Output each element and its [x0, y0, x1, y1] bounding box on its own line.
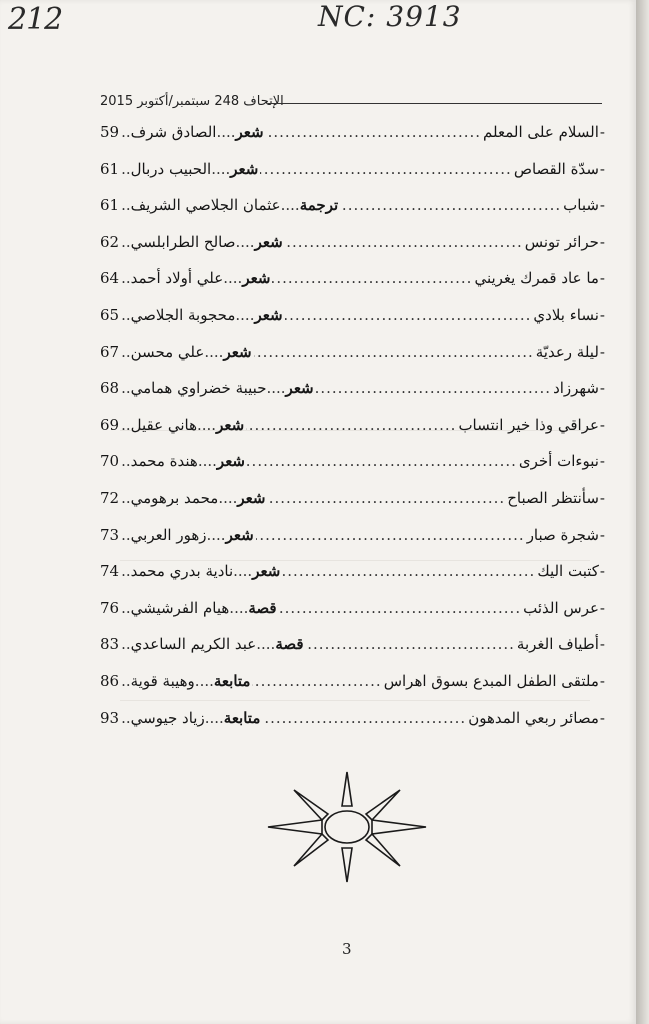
toc-entry-title: ليلة رعديّة: [535, 342, 599, 361]
toc-entry-genre: متابعة: [213, 671, 251, 690]
toc-separator-dots: ..: [121, 342, 131, 361]
toc-entry-dash: -: [599, 452, 605, 471]
toc-leader-dots: [252, 663, 381, 700]
toc-separator-dots: ..: [121, 488, 131, 507]
toc-separator-dots: ..: [121, 525, 131, 544]
toc-separator-dots: ....: [204, 708, 224, 727]
toc-entry: [100, 297, 605, 334]
toc-separator-dots: ....: [211, 159, 231, 178]
toc-entry-genre: قصة: [248, 598, 277, 617]
toc-entry-author: نادية بدري محمد: [130, 562, 234, 581]
toc-leader-dots: [246, 407, 456, 444]
toc-entry-genre: شعر: [242, 269, 271, 288]
toc-entry-title: شباب: [563, 196, 599, 215]
toc-entry: [100, 334, 605, 371]
toc-leader-dots: [268, 480, 506, 517]
toc-entry-page: 72: [100, 488, 120, 507]
toc-entry-page: 62: [100, 232, 120, 251]
toc-entry-genre: شعر: [235, 123, 264, 141]
toc-entry-author: عثمان الجلاصي الشريف: [130, 196, 281, 215]
toc-entry: [100, 370, 605, 407]
toc-leader-dots: [247, 443, 517, 480]
toc-entry-dash: -: [599, 232, 605, 251]
table-of-contents: [100, 114, 605, 736]
toc-separator-dots: ..: [121, 305, 131, 324]
toc-entry-dash: -: [599, 305, 605, 324]
toc-entry-dash: -: [599, 159, 605, 178]
toc-entry-genre: شعر: [216, 452, 246, 471]
toc-separator-dots: ....: [235, 232, 255, 251]
toc-entry-dash: -: [599, 525, 605, 544]
toc-entry-author: الحبيب دربال: [130, 159, 212, 178]
toc-entry: [100, 480, 605, 517]
toc-entry: [100, 443, 605, 480]
toc-entry: [100, 700, 605, 737]
toc-entry-genre: شعر: [237, 488, 266, 507]
toc-entry-author: محجوبة الجلاصي: [130, 305, 236, 324]
toc-entry-title: ملتقى الطفل المبدع بسوق اهراس: [383, 671, 599, 690]
toc-entry-title: سأنتظر الصباح: [507, 488, 599, 507]
toc-entry-dash: -: [599, 708, 605, 727]
toc-entry-author: هيام الفرشيشي: [130, 598, 230, 617]
toc-entry-dash: -: [599, 342, 605, 361]
toc-entry-dash: -: [599, 598, 605, 617]
toc-leader-dots: [306, 626, 515, 663]
header-text: الإتحاف 248 سبتمبر/أكتوبر 2015: [100, 94, 284, 109]
toc-entry-page: 83: [100, 635, 120, 654]
toc-entry-page: 70: [100, 452, 120, 471]
toc-entry-author: الصادق شرف: [130, 123, 217, 141]
toc-entry-title: كتبت اليك: [537, 562, 599, 581]
toc-entry-page: 73: [100, 525, 120, 544]
toc-separator-dots: ..: [121, 123, 131, 141]
toc-separator-dots: ....: [280, 196, 300, 215]
toc-entry: [100, 663, 605, 700]
toc-entry-genre: شعر: [225, 525, 254, 544]
toc-leader-dots: [262, 700, 466, 737]
toc-entry-genre: قصة: [275, 635, 304, 654]
toc-entry-dash: -: [599, 269, 605, 288]
toc-entry-author: حبيبة خضراوي همامي: [130, 379, 267, 398]
toc-entry: [100, 553, 605, 590]
toc-entry-page: 74: [100, 562, 120, 581]
toc-entry-dash: -: [599, 415, 605, 434]
toc-entry-author: علي أولاد أحمد: [130, 269, 224, 288]
toc-separator-dots: ....: [235, 305, 255, 324]
toc-separator-dots: ..: [121, 708, 131, 727]
toc-separator-dots: ....: [194, 671, 214, 690]
toc-entry-title: مصائر ربعي المدهون: [468, 708, 599, 727]
toc-entry-page: 64: [100, 269, 120, 288]
toc-entry: [100, 224, 605, 261]
toc-separator-dots: ..: [121, 671, 131, 690]
toc-entry-dash: -: [599, 488, 605, 507]
toc-entry-page: 93: [100, 708, 120, 727]
toc-entry-page: 61: [100, 159, 120, 178]
toc-entry-title: شهرزاد: [553, 379, 599, 398]
toc-entry-genre: شعر: [216, 415, 245, 434]
toc-entry-title: أطياف الغربة: [516, 635, 599, 654]
toc-entry-genre: شعر: [230, 159, 259, 178]
sun-ornament-icon: [266, 768, 428, 886]
toc-separator-dots: ..: [121, 415, 131, 434]
toc-leader-dots: [254, 334, 534, 371]
page-edge: [636, 0, 649, 1024]
toc-entry: [100, 151, 605, 188]
toc-separator-dots: ..: [121, 452, 131, 471]
toc-entry-title: ما عاد قمرك يغريني: [474, 269, 599, 288]
toc-entry-dash: -: [599, 123, 605, 141]
toc-separator-dots: ....: [206, 525, 226, 544]
toc-entry-author: هندة محمد: [130, 452, 198, 471]
toc-separator-dots: ....: [197, 415, 217, 434]
toc-entry: [100, 626, 605, 663]
handwritten-page-mark: 212: [8, 2, 63, 37]
toc-entry-author: هاني عقيل: [130, 415, 197, 434]
toc-entry-genre: شعر: [254, 232, 283, 251]
toc-separator-dots: ....: [216, 123, 236, 141]
toc-entry-title: سدّة القصاص: [513, 159, 599, 178]
toc-leader-dots: [316, 370, 551, 407]
toc-entry-genre: شعر: [223, 342, 252, 361]
toc-entry-genre: شعر: [285, 379, 314, 398]
toc-leader-dots: [340, 187, 561, 224]
toc-entry-dash: -: [599, 379, 605, 398]
toc-entry: [100, 114, 605, 151]
toc-entry-genre: شعر: [252, 562, 281, 581]
toc-entry-page: 68: [100, 379, 120, 398]
toc-entry-title: عراقي وذا خير انتساب: [458, 415, 599, 434]
toc-entry-page: 76: [100, 598, 120, 617]
toc-entry-title: نساء بلادي: [533, 305, 599, 324]
toc-entry-page: 69: [100, 415, 120, 434]
toc-separator-dots: ..: [121, 598, 131, 617]
toc-entry-author: زياد جيوسي: [130, 708, 205, 727]
toc-leader-dots: [285, 224, 523, 261]
toc-leader-dots: [260, 151, 511, 188]
toc-separator-dots: ..: [121, 196, 131, 215]
toc-entry-genre: شعر: [254, 305, 283, 324]
toc-separator-dots: ....: [223, 269, 243, 288]
toc-separator-dots: ....: [256, 635, 276, 654]
handwritten-catalog-number: NC: 3913: [318, 0, 462, 33]
toc-entry-genre: ترجمة: [299, 196, 339, 215]
toc-entry-page: 59: [100, 123, 120, 141]
toc-separator-dots: ..: [121, 379, 131, 398]
toc-entry: [100, 517, 605, 554]
toc-separator-dots: ....: [197, 452, 217, 471]
toc-entry: [100, 407, 605, 444]
toc-entry-page: 67: [100, 342, 120, 361]
toc-separator-dots: ....: [233, 562, 253, 581]
toc-separator-dots: ....: [229, 598, 249, 617]
toc-entry-title: نبوءات أخرى: [518, 452, 599, 471]
toc-entry-dash: -: [599, 635, 605, 654]
toc-separator-dots: ..: [121, 159, 131, 178]
toc-separator-dots: ....: [204, 342, 224, 361]
toc-entry-dash: -: [599, 196, 605, 215]
toc-entry: [100, 260, 605, 297]
toc-entry-author: علي محسن: [130, 342, 205, 361]
toc-entry-title: السلام على المعلم: [483, 123, 599, 141]
toc-leader-dots: [266, 114, 481, 151]
page-number: 3: [342, 940, 352, 958]
toc-entry: [100, 590, 605, 627]
toc-leader-dots: [282, 553, 535, 590]
toc-entry-author: محمد برهومي: [130, 488, 219, 507]
toc-separator-dots: ....: [266, 379, 286, 398]
toc-leader-dots: [272, 260, 472, 297]
toc-entry-author: عبد الكريم الساعدي: [130, 635, 257, 654]
toc-entry-author: وهيبة قوية: [130, 671, 195, 690]
toc-separator-dots: ....: [218, 488, 238, 507]
toc-leader-dots: [285, 297, 532, 334]
toc-entry-author: زهور العربي: [130, 525, 207, 544]
toc-separator-dots: ..: [121, 232, 131, 251]
toc-leader-dots: [279, 590, 521, 627]
toc-entry-page: 61: [100, 196, 120, 215]
header-rule: [268, 103, 602, 104]
toc-entry: [100, 187, 605, 224]
running-header: [100, 94, 602, 114]
toc-separator-dots: ..: [121, 562, 131, 581]
toc-separator-dots: ..: [121, 635, 131, 654]
toc-entry-title: عرس الذئب: [523, 598, 599, 617]
toc-entry-title: حرائر تونس: [524, 232, 599, 251]
toc-entry-genre: متابعة: [223, 708, 261, 727]
toc-entry-title: شجرة صبار: [526, 525, 599, 544]
toc-entry-dash: -: [599, 562, 605, 581]
toc-leader-dots: [256, 517, 525, 554]
toc-entry-page: 86: [100, 671, 120, 690]
toc-entry-page: 65: [100, 305, 120, 324]
toc-entry-author: صالح الطرابلسي: [130, 232, 236, 251]
toc-separator-dots: ..: [121, 269, 131, 288]
toc-entry-dash: -: [599, 671, 605, 690]
